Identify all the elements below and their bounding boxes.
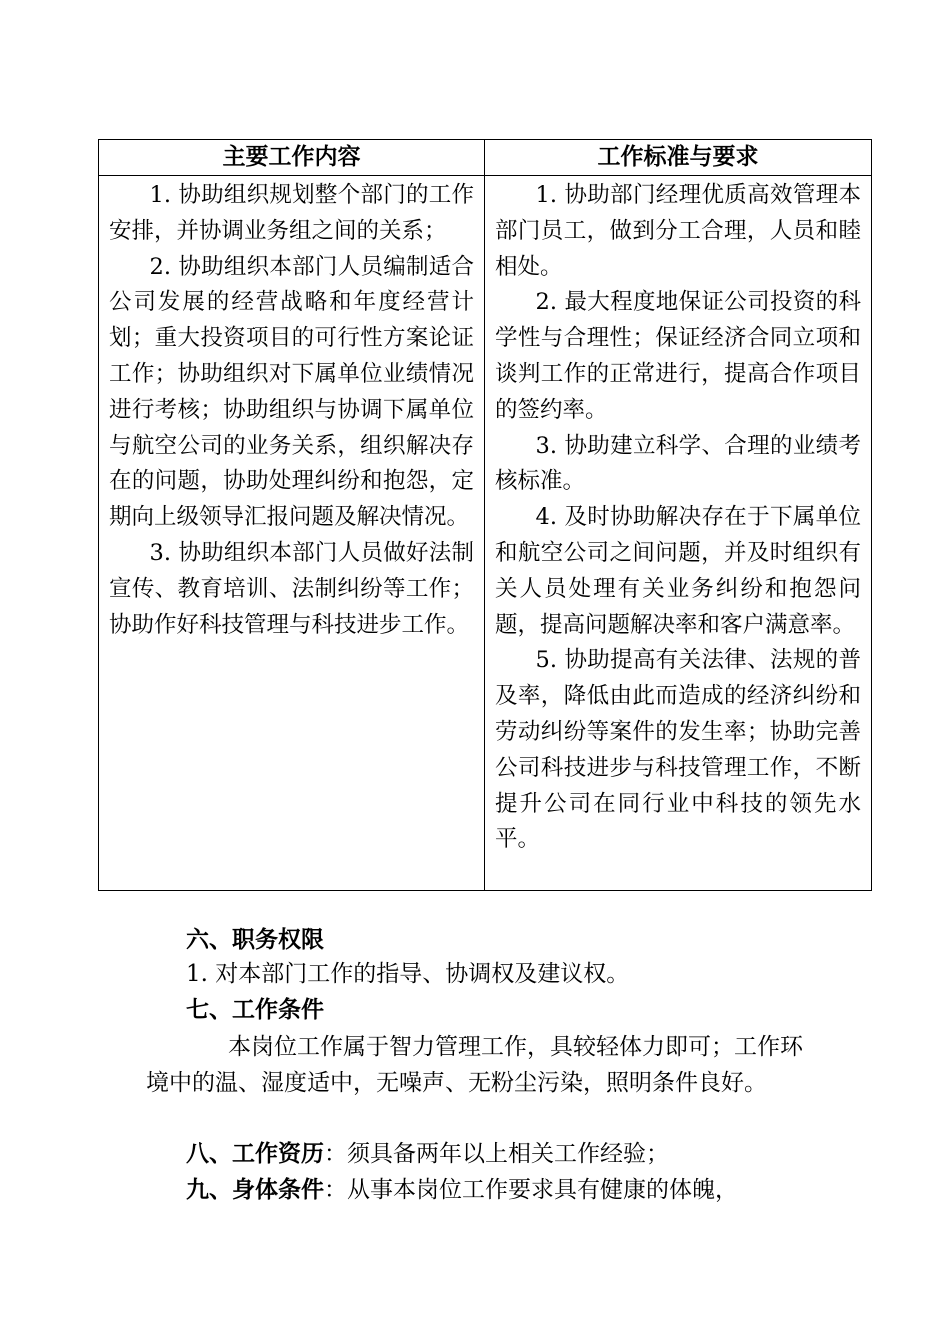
table-header-work-standards: 工作标准与要求	[485, 140, 871, 176]
standard-item-1: 1. 协助部门经理优质高效管理本部门员工，做到分工合理，人员和睦相处。	[495, 182, 861, 280]
main-work-item-3: 3. 协助组织本部门人员做好法制宣传、教育培训、法制纠纷等工作；协助作好科技管理与科技进步工作。	[109, 539, 474, 638]
authority-item: 1. 对本部门工作的指导、协调权及建议权。	[186, 961, 630, 987]
standard-item-5: 5. 协助提高有关法律、法规的普及率，降低由此而造成的经济纠纷和劳动纠纷等案件的发生率；协助完善公司科技进步与科技管理工作，不断提升公司在同行业中科技的领先水平。	[495, 647, 861, 853]
standard-item-4: 4. 及时协助解决存在于下属单位和航空公司之间问题，并及时组织有关人员处理有关业务纠纷和抱怨问题，提高问题解决率和客户满意率。	[495, 504, 861, 638]
physical-text: ：从事本岗位工作要求具有健康的体魄，	[324, 1177, 738, 1203]
experience-label: 八、工作资历	[186, 1140, 324, 1167]
experience-text: ：须具备两年以上相关工作经验；	[324, 1141, 669, 1167]
experience-line	[186, 1136, 950, 1172]
physical-line	[186, 1172, 950, 1208]
duty-table	[98, 139, 872, 891]
table-header-main-work: 主要工作内容	[99, 140, 485, 176]
physical-label: 九、身体条件	[186, 1176, 324, 1203]
standard-item-3: 3. 协助建立科学、合理的业绩考核标准。	[495, 432, 861, 495]
conditions-heading: 七、工作条件	[186, 996, 324, 1023]
conditions-paragraph: 本岗位工作属于智力管理工作，具较轻体力即可；工作环境中的温、湿度适中，无噪声、无粉尘污染，照明条件良好。	[146, 1034, 803, 1096]
main-work-item-1: 1. 协助组织规划整个部门的工作安排，并协调业务组之间的关系；	[109, 182, 474, 244]
main-work-item-2: 2. 协助组织本部门人员编制适合公司发展的经营战略和年度经营计划；重大投资项目的可行性方案论证工作；协助组织对下属单位业绩情况进行考核；协助组织与协调下属单位与航空公司的业务关系，组织解决存在的问题，协助处理纠纷和抱怨，定期向上级领导汇报问题及解决情况。	[109, 253, 474, 531]
authority-heading: 六、职务权限	[186, 926, 324, 953]
standard-item-2: 2. 最大程度地保证公司投资的科学性与合理性；保证经济合同立项和谈判工作的正常进行，提高合作项目的签约率。	[495, 289, 861, 423]
work-standards-column	[485, 176, 871, 890]
main-work-column	[99, 176, 485, 890]
